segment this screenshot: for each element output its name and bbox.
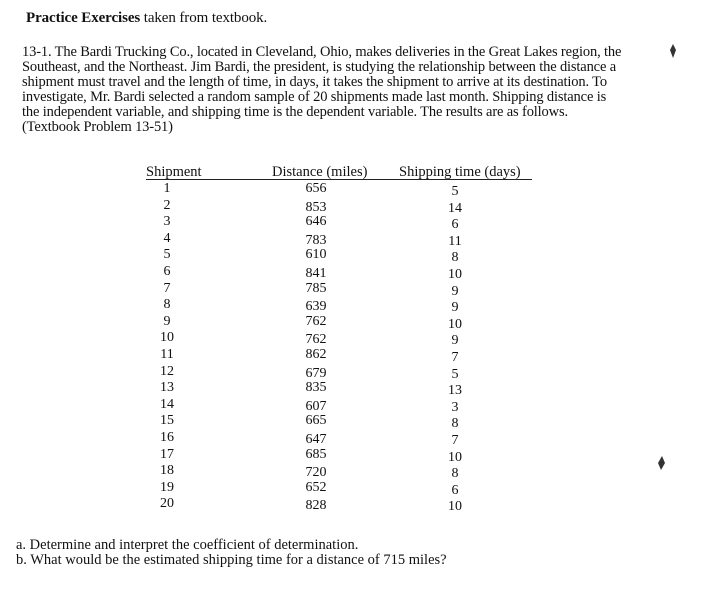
time-cell: 10 — [448, 449, 462, 465]
time-cell: 8 — [451, 466, 459, 482]
distance-cell: 862 — [305, 346, 327, 362]
time-cell: 9 — [451, 333, 459, 349]
distance-cell: 828 — [305, 498, 327, 514]
time-cell: 6 — [451, 217, 459, 233]
distance-cell: 607 — [305, 398, 327, 414]
time-cell: 14 — [448, 200, 462, 216]
distance-cell: 610 — [305, 247, 327, 263]
header-shipment: Shipment — [146, 164, 202, 180]
time-cell: 9 — [451, 300, 459, 316]
distance-cell: 762 — [305, 332, 327, 348]
page-heading — [26, 10, 267, 27]
shipment-cell: 19 — [160, 479, 174, 495]
shipment-cell: 10 — [160, 330, 174, 346]
distance-cell: 853 — [305, 199, 327, 215]
distance-cell: 720 — [305, 465, 327, 481]
margin-mark-icon — [668, 44, 678, 58]
questions — [16, 538, 447, 568]
shipment-cell: 2 — [163, 197, 171, 213]
time-cell: 7 — [451, 349, 459, 365]
problem-text: 13-1. The Bardi Trucking Co., located in Cleveland, Ohio, makes deliveries in the Great Lakes region, the Southeast, and the Northeast. Jim Bardi, the president, is studying the relationship between the distance a shipment must travel and the length of time, in days, it takes the shipment to arrive at its destination. To investigate, Mr. Bardi selected a random sample of 20 shipments made last month. Shipping distance is the independent variable, and shipping time is the dependent variable. The results are as follows. (Textbook Problem 13-51) — [22, 44, 622, 135]
time-cell: 10 — [448, 499, 462, 515]
shipment-cell: 12 — [160, 363, 174, 379]
distance-cell: 639 — [305, 299, 327, 315]
distance-cell: 685 — [305, 446, 327, 462]
shipment-cell: 1 — [163, 181, 171, 196]
question-a: a. Determine and interpret the coefficient of determination. — [16, 537, 359, 553]
distance-column — [296, 181, 336, 513]
time-cell: 3 — [451, 399, 459, 415]
question-b: b. What would be the estimated shipping time for a distance of 715 miles? — [16, 552, 447, 568]
distance-cell: 783 — [305, 232, 327, 248]
distance-cell: 646 — [305, 214, 327, 230]
time-cell: 13 — [448, 383, 462, 399]
distance-cell: 785 — [305, 280, 327, 296]
time-cell: 11 — [448, 233, 462, 249]
time-cell: 8 — [451, 416, 459, 432]
time-cell: 5 — [451, 184, 459, 199]
distance-cell: 656 — [305, 181, 327, 196]
problem-statement — [22, 45, 622, 135]
distance-cell: 665 — [305, 413, 327, 429]
shipment-column — [150, 181, 184, 513]
shipment-cell: 16 — [160, 429, 174, 445]
heading-bold: Practice Exercises — [26, 10, 141, 26]
shipment-cell: 6 — [163, 263, 171, 279]
distance-cell: 647 — [305, 431, 327, 447]
header-time: Shipping time (days) — [399, 164, 521, 180]
time-cell: 9 — [451, 283, 459, 299]
heading-rest: taken from textbook. — [143, 10, 268, 26]
time-cell: 5 — [451, 366, 459, 382]
shipment-cell: 7 — [163, 280, 171, 296]
shipment-cell: 4 — [163, 230, 171, 246]
shipment-cell: 20 — [160, 496, 174, 512]
distance-cell: 652 — [305, 479, 327, 495]
shipment-cell: 5 — [163, 247, 171, 263]
time-cell: 8 — [451, 250, 459, 266]
distance-cell: 762 — [305, 313, 327, 329]
header-underline — [146, 179, 532, 180]
shipment-cell: 8 — [163, 297, 171, 313]
distance-cell: 679 — [305, 365, 327, 381]
shipment-cell: 18 — [160, 463, 174, 479]
time-cell: 6 — [451, 482, 459, 498]
shipment-cell: 17 — [160, 446, 174, 462]
time-column — [440, 181, 470, 513]
shipment-cell: 13 — [160, 380, 174, 396]
margin-mark-icon — [656, 456, 666, 470]
shipment-cell: 14 — [160, 396, 174, 412]
time-cell: 10 — [448, 316, 462, 332]
shipment-cell: 9 — [163, 313, 171, 329]
shipment-cell: 11 — [160, 346, 174, 362]
distance-cell: 841 — [305, 265, 327, 281]
distance-cell: 835 — [305, 380, 327, 396]
time-cell: 10 — [448, 266, 462, 282]
header-distance: Distance (miles) — [272, 164, 368, 180]
shipment-cell: 3 — [163, 214, 171, 230]
shipment-cell: 15 — [160, 413, 174, 429]
time-cell: 7 — [451, 432, 459, 448]
